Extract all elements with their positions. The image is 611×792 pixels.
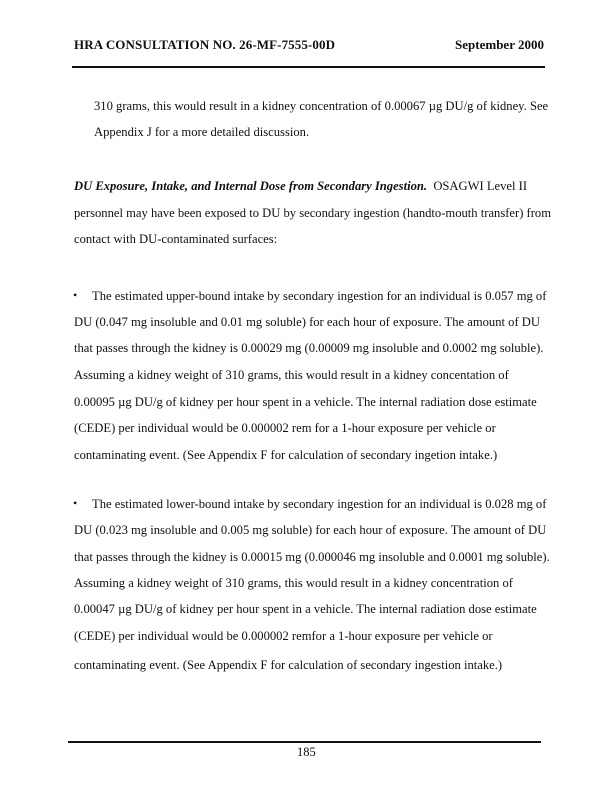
header-rule xyxy=(72,66,545,68)
bullet-line: The estimated lower-bound intake by secondary ingestion for an individual is 0.028 mg of xyxy=(92,497,547,511)
bullet-icon: • xyxy=(73,496,78,510)
bullet-line: DU (0.047 mg insoluble and 0.01 mg soluble) for each hour of exposure. The amount of DU xyxy=(74,315,540,329)
bullet-line: 0.00095 µg DU/g of kidney per hour spent in a vehicle. The internal radiation dose estimate xyxy=(74,395,537,409)
bullet-line: contaminating event. (See Appendix F for calculation of secondary ingestion intake.) xyxy=(74,658,503,672)
footer-rule xyxy=(68,741,541,743)
bullet-line: that passes through the kidney is 0.00029 mg (0.00009 mg insoluble and 0.0002 mg soluble). xyxy=(74,341,544,355)
bullet-line: Assuming a kidney weight of 310 grams, this would result in a kidney concentration of xyxy=(74,576,513,590)
section-line: personnel may have been exposed to DU by secondary ingestion (handto-mouth transfer) from xyxy=(74,206,552,220)
bullet-line: (CEDE) per individual would be 0.000002 remfor a 1-hour exposure per vehicle or xyxy=(74,629,493,643)
page-number: 185 xyxy=(297,745,316,759)
section-heading: DU Exposure, Intake, and Internal Dose from Secondary Ingestion. xyxy=(74,179,428,193)
section-line: contact with DU-contaminated surfaces: xyxy=(74,232,278,246)
bullet-line: 0.00047 µg DU/g of kidney per hour spent in a vehicle. The internal radiation dose estimate xyxy=(74,602,537,616)
bullet-line: Assuming a kidney weight of 310 grams, this would result in a kidney concentation of xyxy=(74,368,509,382)
continuation-line: Appendix J for a more detailed discussion. xyxy=(94,125,310,139)
continuation-line: 310 grams, this would result in a kidney concentration of 0.00067 µg DU/g of kidney. See xyxy=(94,99,549,113)
bullet-line: that passes through the kidney is 0.00015 mg (0.000046 mg insoluble and 0.0001 mg soluble). xyxy=(74,550,550,564)
header-date: September 2000 xyxy=(455,37,544,52)
section-heading-line xyxy=(74,178,527,194)
bullet-line: contaminating event. (See Appendix F for calculation of secondary ingetion intake.) xyxy=(74,448,498,462)
header-consultation-number: HRA CONSULTATION NO. 26-MF-7555-00D xyxy=(74,37,336,52)
bullet-line: The estimated upper-bound intake by secondary ingestion for an individual is 0.057 mg of xyxy=(92,289,547,303)
bullet-icon: • xyxy=(73,288,78,302)
bullet-line: DU (0.023 mg insoluble and 0.005 mg soluble) for each hour of exposure. The amount of DU xyxy=(74,523,547,537)
section-text: OSAGWI Level II xyxy=(433,179,528,193)
bullet-line: (CEDE) per individual would be 0.000002 rem for a 1-hour exposure per vehicle or xyxy=(74,421,496,435)
